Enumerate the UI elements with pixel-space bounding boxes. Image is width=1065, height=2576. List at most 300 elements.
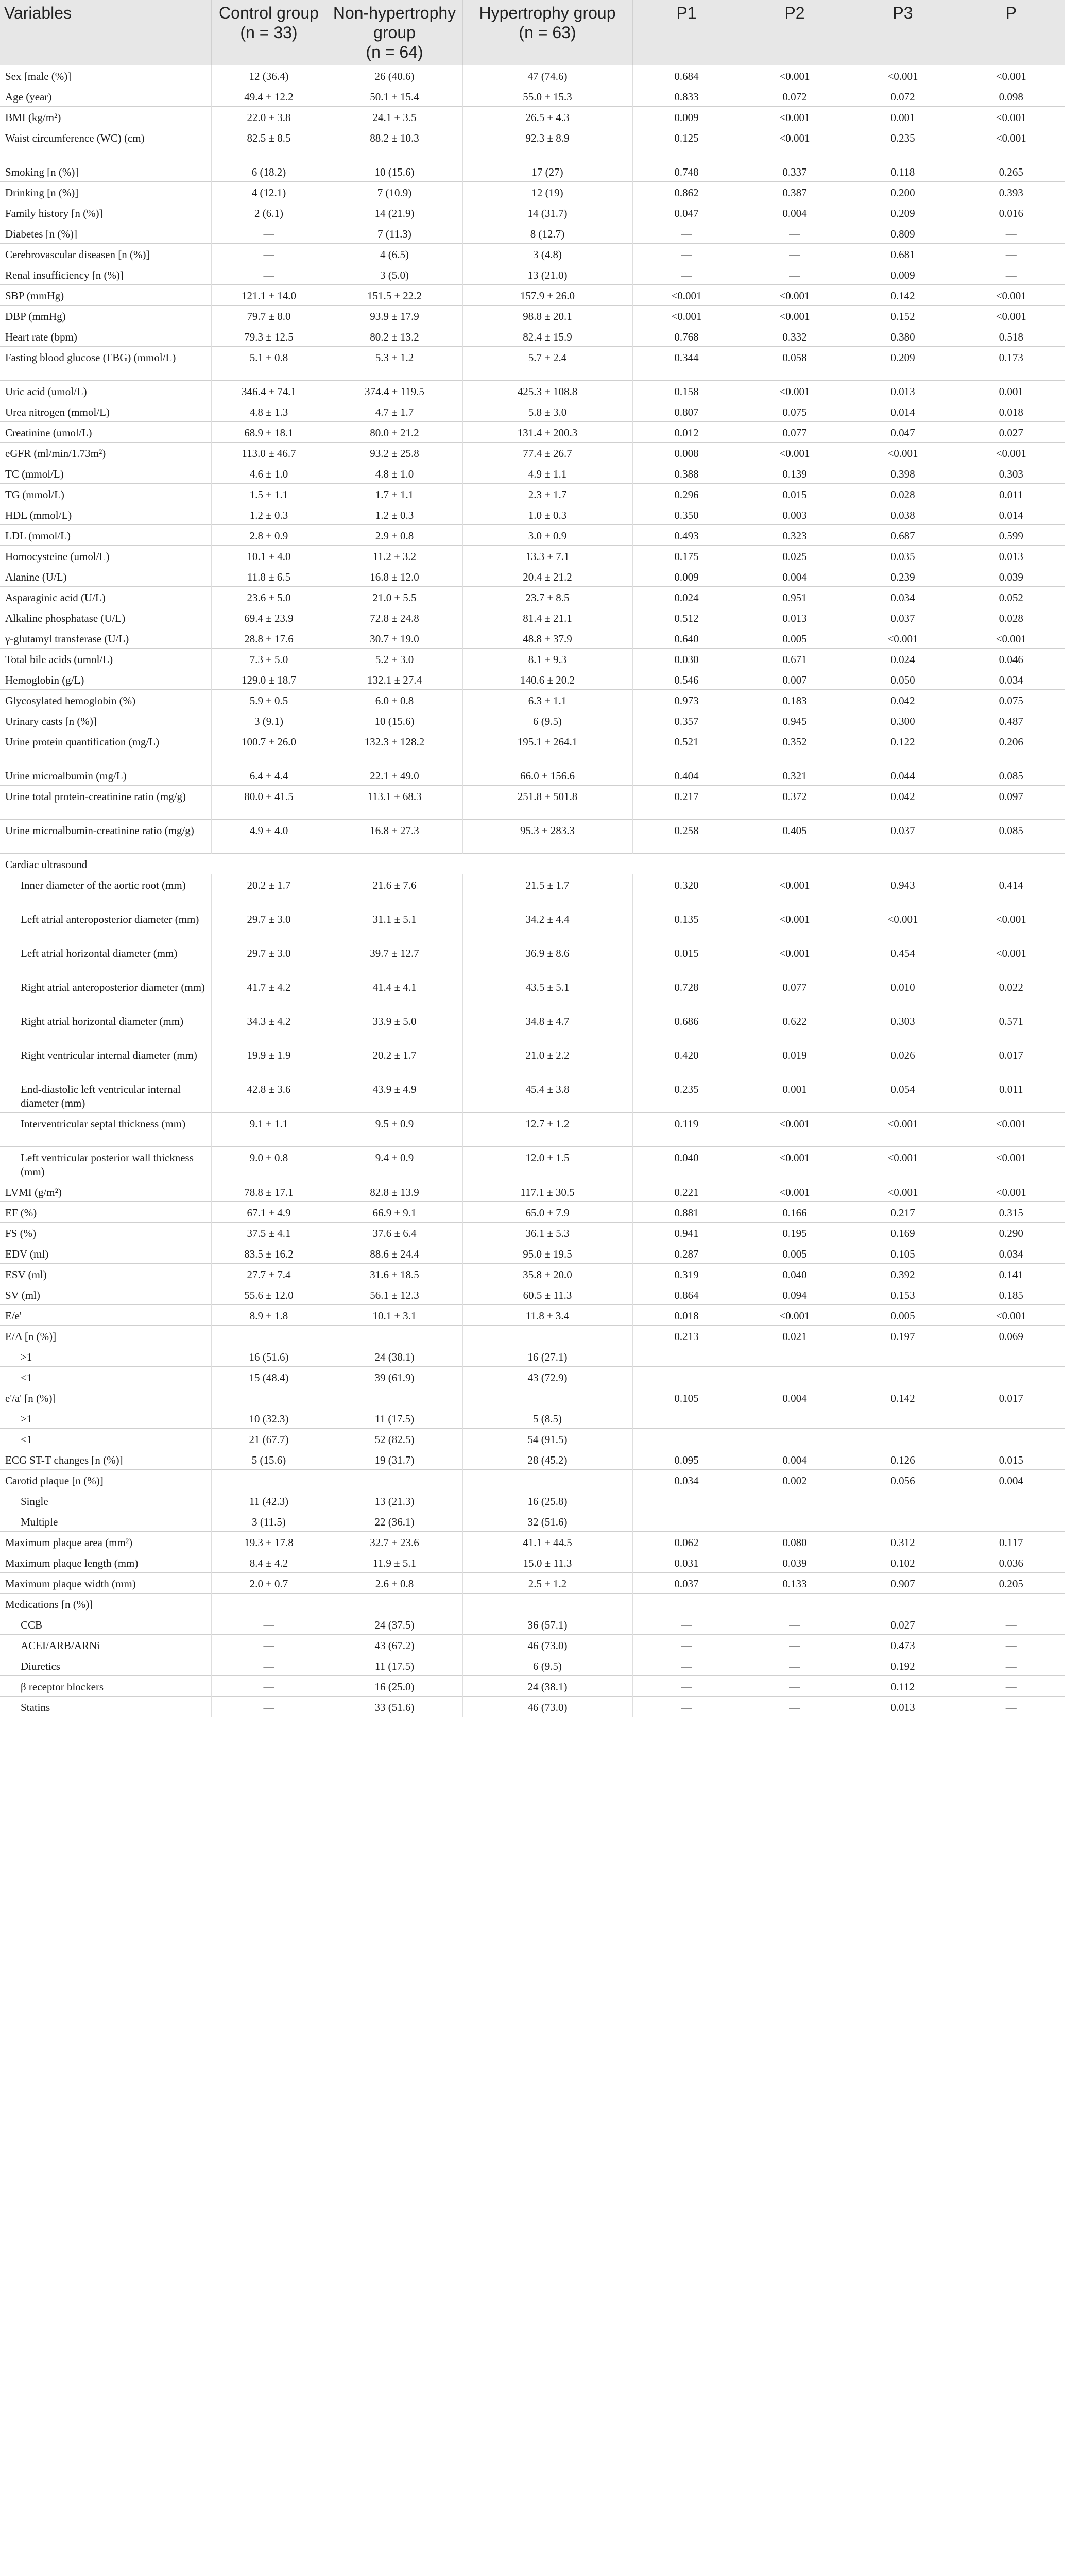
p-value: 0.205 [957, 1573, 1065, 1594]
control-value: 1.2 ± 0.3 [211, 504, 327, 525]
p1-value: 0.040 [632, 1147, 741, 1181]
p2-value: 0.021 [741, 1326, 849, 1346]
hypertrophy-value: 5.7 ± 2.4 [462, 347, 632, 381]
nonhypertrophy-value: 21.0 ± 5.5 [327, 587, 462, 607]
nonhypertrophy-value: 26 (40.6) [327, 65, 462, 86]
p2-value: 0.195 [741, 1223, 849, 1243]
control-value: — [211, 1614, 327, 1635]
p3-value: 0.907 [849, 1573, 957, 1594]
p2-value: 0.019 [741, 1044, 849, 1078]
table-row [0, 690, 1065, 710]
p3-value: 0.027 [849, 1614, 957, 1635]
p3-value [849, 1490, 957, 1511]
table-row [0, 443, 1065, 463]
p2-value: 0.004 [741, 202, 849, 223]
p-value: 0.303 [957, 463, 1065, 484]
p3-value: 0.050 [849, 669, 957, 690]
hypertrophy-value: 3.0 ± 0.9 [462, 525, 632, 546]
control-value: 11 (42.3) [211, 1490, 327, 1511]
p1-value: 0.213 [632, 1326, 741, 1346]
nonhypertrophy-value: 374.4 ± 119.5 [327, 381, 462, 401]
hypertrophy-value: 8.1 ± 9.3 [462, 649, 632, 669]
row-label: End-diastolic left ventricular internal diameter (mm) [0, 1078, 211, 1113]
control-value: 8.9 ± 1.8 [211, 1305, 327, 1326]
table-row [0, 1429, 1065, 1449]
table-row [0, 1346, 1065, 1367]
hypertrophy-value: 13 (21.0) [462, 264, 632, 285]
row-label: Urine protein quantification (mg/L) [0, 731, 211, 765]
nonhypertrophy-value: 2.9 ± 0.8 [327, 525, 462, 546]
p-value: <0.001 [957, 1113, 1065, 1147]
hypertrophy-value: 16 (27.1) [462, 1346, 632, 1367]
p1-value: — [632, 223, 741, 244]
p-value: — [957, 1635, 1065, 1655]
p2-value: 0.077 [741, 422, 849, 443]
p1-value [632, 1490, 741, 1511]
hypertrophy-value: 157.9 ± 26.0 [462, 285, 632, 306]
p3-value: 0.013 [849, 1697, 957, 1717]
table-row [0, 463, 1065, 484]
table-row [0, 1326, 1065, 1346]
row-label: E/e' [0, 1305, 211, 1326]
row-label: TC (mmol/L) [0, 463, 211, 484]
control-value: 29.7 ± 3.0 [211, 942, 327, 976]
header-control-group-name: Control group [219, 4, 319, 22]
p1-value: 0.296 [632, 484, 741, 504]
p1-value: 0.728 [632, 976, 741, 1010]
hypertrophy-value: 8 (12.7) [462, 223, 632, 244]
p2-value: 0.671 [741, 649, 849, 669]
p2-value: — [741, 264, 849, 285]
nonhypertrophy-value: 93.2 ± 25.8 [327, 443, 462, 463]
p3-value: 0.169 [849, 1223, 957, 1243]
nonhypertrophy-value: 33.9 ± 5.0 [327, 1010, 462, 1044]
nonhypertrophy-value: 7 (11.3) [327, 223, 462, 244]
table-row [0, 1223, 1065, 1243]
p1-value: 0.684 [632, 65, 741, 86]
p1-value: 0.034 [632, 1470, 741, 1490]
p3-value: 0.687 [849, 525, 957, 546]
row-label: Cerebrovascular diseasen [n (%)] [0, 244, 211, 264]
p1-value: 0.320 [632, 874, 741, 908]
p3-value: 0.024 [849, 649, 957, 669]
control-value: — [211, 264, 327, 285]
p-value: 0.017 [957, 1387, 1065, 1408]
p1-value: — [632, 1655, 741, 1676]
p2-value: 0.077 [741, 976, 849, 1010]
p-value: <0.001 [957, 1147, 1065, 1181]
nonhypertrophy-value: 32.7 ± 23.6 [327, 1532, 462, 1552]
row-label: LDL (mmol/L) [0, 525, 211, 546]
p2-value: 0.072 [741, 86, 849, 107]
header-hypertrophy-group-name: Hypertrophy group [479, 4, 616, 22]
table-row [0, 1181, 1065, 1202]
p-value: 0.052 [957, 587, 1065, 607]
p1-value: 0.018 [632, 1305, 741, 1326]
table-row [0, 504, 1065, 525]
p2-value: 0.139 [741, 463, 849, 484]
control-value: 3 (9.1) [211, 710, 327, 731]
nonhypertrophy-value: 39 (61.9) [327, 1367, 462, 1387]
p-value: 0.016 [957, 202, 1065, 223]
p1-value: 0.047 [632, 202, 741, 223]
control-value: 121.1 ± 14.0 [211, 285, 327, 306]
p2-value: <0.001 [741, 127, 849, 161]
hypertrophy-value: 92.3 ± 8.9 [462, 127, 632, 161]
p2-value: — [741, 223, 849, 244]
control-value: 113.0 ± 46.7 [211, 443, 327, 463]
hypertrophy-value: 35.8 ± 20.0 [462, 1264, 632, 1284]
p1-value: 0.748 [632, 161, 741, 182]
nonhypertrophy-value: 20.2 ± 1.7 [327, 1044, 462, 1078]
p2-value [741, 1367, 849, 1387]
row-label: Diabetes [n (%)] [0, 223, 211, 244]
p2-value: <0.001 [741, 1305, 849, 1326]
p-value: 0.013 [957, 546, 1065, 566]
p2-value: <0.001 [741, 443, 849, 463]
p-value: <0.001 [957, 127, 1065, 161]
hypertrophy-value: 12 (19) [462, 182, 632, 202]
p-value: 0.085 [957, 820, 1065, 854]
hypertrophy-value: 6.3 ± 1.1 [462, 690, 632, 710]
p-value: 0.046 [957, 649, 1065, 669]
control-value: 55.6 ± 12.0 [211, 1284, 327, 1305]
p3-value: 0.026 [849, 1044, 957, 1078]
row-label: Medications [n (%)] [0, 1594, 211, 1614]
control-value: — [211, 1676, 327, 1697]
table-row [0, 244, 1065, 264]
p-value: — [957, 1614, 1065, 1635]
row-label: Maximum plaque length (mm) [0, 1552, 211, 1573]
row-label: Family history [n (%)] [0, 202, 211, 223]
control-value [211, 1326, 327, 1346]
p-value: 0.206 [957, 731, 1065, 765]
nonhypertrophy-value: 4 (6.5) [327, 244, 462, 264]
row-label: Waist circumference (WC) (cm) [0, 127, 211, 161]
control-value: 9.1 ± 1.1 [211, 1113, 327, 1147]
p2-value: 0.025 [741, 546, 849, 566]
p-value: 0.001 [957, 381, 1065, 401]
p2-value: 0.337 [741, 161, 849, 182]
p2-value: — [741, 1614, 849, 1635]
p-value: 0.017 [957, 1044, 1065, 1078]
p-value: <0.001 [957, 1305, 1065, 1326]
p-value: 0.034 [957, 1243, 1065, 1264]
control-value: 5.9 ± 0.5 [211, 690, 327, 710]
nonhypertrophy-value: 66.9 ± 9.1 [327, 1202, 462, 1223]
nonhypertrophy-value: 39.7 ± 12.7 [327, 942, 462, 976]
hypertrophy-value: 95.3 ± 283.3 [462, 820, 632, 854]
row-label: Heart rate (bpm) [0, 326, 211, 347]
control-value: 19.9 ± 1.9 [211, 1044, 327, 1078]
nonhypertrophy-value: 82.8 ± 13.9 [327, 1181, 462, 1202]
p3-value: 0.044 [849, 765, 957, 786]
table-row [0, 908, 1065, 942]
control-value: 6.4 ± 4.4 [211, 765, 327, 786]
p3-value: <0.001 [849, 1147, 957, 1181]
p3-value: 0.809 [849, 223, 957, 244]
hypertrophy-value: 60.5 ± 11.3 [462, 1284, 632, 1305]
row-label: Total bile acids (umol/L) [0, 649, 211, 669]
row-label: Left atrial horizontal diameter (mm) [0, 942, 211, 976]
p3-value: 0.042 [849, 786, 957, 820]
row-label: Urine total protein-creatinine ratio (mg/g) [0, 786, 211, 820]
control-value: 346.4 ± 74.1 [211, 381, 327, 401]
p2-value [741, 1594, 849, 1614]
table-row [0, 669, 1065, 690]
p3-value: 0.392 [849, 1264, 957, 1284]
p2-value: 0.001 [741, 1078, 849, 1113]
row-label: eGFR (ml/min/1.73m²) [0, 443, 211, 463]
hypertrophy-value: 34.8 ± 4.7 [462, 1010, 632, 1044]
row-label: <1 [0, 1429, 211, 1449]
table-row [0, 765, 1065, 786]
row-label: Urine microalbumin-creatinine ratio (mg/g) [0, 820, 211, 854]
row-label: TG (mmol/L) [0, 484, 211, 504]
p-value: <0.001 [957, 107, 1065, 127]
p2-value: 0.945 [741, 710, 849, 731]
table-row [0, 1470, 1065, 1490]
p-value: 0.487 [957, 710, 1065, 731]
p2-value: 0.004 [741, 1387, 849, 1408]
control-value: 8.4 ± 4.2 [211, 1552, 327, 1573]
p3-value: 0.042 [849, 690, 957, 710]
p3-value: 0.037 [849, 607, 957, 628]
p1-value: 0.125 [632, 127, 741, 161]
control-value: 4.8 ± 1.3 [211, 401, 327, 422]
p3-value: 0.038 [849, 504, 957, 525]
p-value [957, 1367, 1065, 1387]
hypertrophy-value: 15.0 ± 11.3 [462, 1552, 632, 1573]
p3-value: 0.303 [849, 1010, 957, 1044]
table-row [0, 381, 1065, 401]
p-value: 0.414 [957, 874, 1065, 908]
p-value: 0.028 [957, 607, 1065, 628]
control-value: 41.7 ± 4.2 [211, 976, 327, 1010]
control-value: 3 (11.5) [211, 1511, 327, 1532]
p-value: 0.141 [957, 1264, 1065, 1284]
row-label: ECG ST-T changes [n (%)] [0, 1449, 211, 1470]
control-value: — [211, 1655, 327, 1676]
hypertrophy-value: 5.8 ± 3.0 [462, 401, 632, 422]
nonhypertrophy-value: 1.2 ± 0.3 [327, 504, 462, 525]
control-value: 4 (12.1) [211, 182, 327, 202]
p1-value: — [632, 1635, 741, 1655]
header-hypertrophy-group-n: (n = 63) [519, 23, 576, 42]
control-value: 4.6 ± 1.0 [211, 463, 327, 484]
p2-value: <0.001 [741, 285, 849, 306]
p3-value [849, 1429, 957, 1449]
p1-value: 0.008 [632, 443, 741, 463]
p3-value: 0.037 [849, 820, 957, 854]
table-row [0, 127, 1065, 161]
p2-value: 0.002 [741, 1470, 849, 1490]
row-label: Renal insufficiency [n (%)] [0, 264, 211, 285]
row-label: Single [0, 1490, 211, 1511]
p1-value: 0.388 [632, 463, 741, 484]
p3-value: 0.192 [849, 1655, 957, 1676]
hypertrophy-value: 45.4 ± 3.8 [462, 1078, 632, 1113]
p3-value: 0.217 [849, 1202, 957, 1223]
p1-value: 0.095 [632, 1449, 741, 1470]
row-label: Alanine (U/L) [0, 566, 211, 587]
control-value: 11.8 ± 6.5 [211, 566, 327, 587]
p-value: 0.571 [957, 1010, 1065, 1044]
p2-value: 0.622 [741, 1010, 849, 1044]
p2-value: 0.387 [741, 182, 849, 202]
nonhypertrophy-value: 10.1 ± 3.1 [327, 1305, 462, 1326]
header-hypertrophy-group [462, 0, 632, 65]
p-value: 0.004 [957, 1470, 1065, 1490]
p3-value: 0.054 [849, 1078, 957, 1113]
p1-value: <0.001 [632, 306, 741, 326]
nonhypertrophy-value: 13 (21.3) [327, 1490, 462, 1511]
control-value: 29.7 ± 3.0 [211, 908, 327, 942]
table-row [0, 1594, 1065, 1614]
control-value: 22.0 ± 3.8 [211, 107, 327, 127]
p1-value: 0.319 [632, 1264, 741, 1284]
control-value: 20.2 ± 1.7 [211, 874, 327, 908]
p-value: 0.290 [957, 1223, 1065, 1243]
header-nonhypertrophy-group-name: Non-hypertrophy group [333, 4, 456, 42]
row-label: Inner diameter of the aortic root (mm) [0, 874, 211, 908]
p1-value [632, 1429, 741, 1449]
nonhypertrophy-value: 52 (82.5) [327, 1429, 462, 1449]
section-label: Cardiac ultrasound [0, 854, 1065, 874]
table-row [0, 347, 1065, 381]
row-label: ESV (ml) [0, 1264, 211, 1284]
nonhypertrophy-value: 24.1 ± 3.5 [327, 107, 462, 127]
hypertrophy-value: 3 (4.8) [462, 244, 632, 264]
p3-value: 0.142 [849, 1387, 957, 1408]
p2-value: 0.075 [741, 401, 849, 422]
table-row [0, 422, 1065, 443]
table-row [0, 1243, 1065, 1264]
table-header-row [0, 0, 1065, 65]
row-label: ACEI/ARB/ARNi [0, 1635, 211, 1655]
p2-value: 0.166 [741, 1202, 849, 1223]
row-label: Interventricular septal thickness (mm) [0, 1113, 211, 1147]
nonhypertrophy-value: 24 (37.5) [327, 1614, 462, 1635]
row-label: Fasting blood glucose (FBG) (mmol/L) [0, 347, 211, 381]
p2-value: <0.001 [741, 874, 849, 908]
table-row [0, 566, 1065, 587]
p3-value: 0.454 [849, 942, 957, 976]
p2-value: 0.133 [741, 1573, 849, 1594]
control-value: 129.0 ± 18.7 [211, 669, 327, 690]
p3-value: 0.005 [849, 1305, 957, 1326]
hypertrophy-value: 12.0 ± 1.5 [462, 1147, 632, 1181]
control-value: 68.9 ± 18.1 [211, 422, 327, 443]
p3-value: 0.112 [849, 1676, 957, 1697]
table-row [0, 86, 1065, 107]
p-value: 0.011 [957, 484, 1065, 504]
nonhypertrophy-value: 56.1 ± 12.3 [327, 1284, 462, 1305]
nonhypertrophy-value: 3 (5.0) [327, 264, 462, 285]
row-label: Sex [male (%)] [0, 65, 211, 86]
p1-value: 0.404 [632, 765, 741, 786]
p-value: <0.001 [957, 628, 1065, 649]
p3-value [849, 1594, 957, 1614]
p2-value: 0.405 [741, 820, 849, 854]
row-label: DBP (mmHg) [0, 306, 211, 326]
p1-value [632, 1367, 741, 1387]
hypertrophy-value: 26.5 ± 4.3 [462, 107, 632, 127]
hypertrophy-value: 425.3 ± 108.8 [462, 381, 632, 401]
table-row [0, 1490, 1065, 1511]
nonhypertrophy-value: 37.6 ± 6.4 [327, 1223, 462, 1243]
row-label: Right atrial anteroposterior diameter (mm) [0, 976, 211, 1010]
row-label: γ-glutamyl transferase (U/L) [0, 628, 211, 649]
p1-value: 0.420 [632, 1044, 741, 1078]
header-nonhypertrophy-group [327, 0, 462, 65]
p2-value [741, 1490, 849, 1511]
p1-value: 0.037 [632, 1573, 741, 1594]
table-row [0, 1511, 1065, 1532]
p2-value: 0.040 [741, 1264, 849, 1284]
control-value: 2 (6.1) [211, 202, 327, 223]
nonhypertrophy-value: 31.1 ± 5.1 [327, 908, 462, 942]
p3-value: <0.001 [849, 908, 957, 942]
p3-value: 0.009 [849, 264, 957, 285]
p3-value: 0.142 [849, 285, 957, 306]
p1-value: 0.973 [632, 690, 741, 710]
p-value: 0.085 [957, 765, 1065, 786]
control-value: — [211, 1697, 327, 1717]
p-value: 0.117 [957, 1532, 1065, 1552]
p-value [957, 1408, 1065, 1429]
hypertrophy-value: 2.3 ± 1.7 [462, 484, 632, 504]
p-value [957, 1594, 1065, 1614]
p3-value: 0.035 [849, 546, 957, 566]
p-value: 0.185 [957, 1284, 1065, 1305]
p3-value: 0.473 [849, 1635, 957, 1655]
nonhypertrophy-value: 30.7 ± 19.0 [327, 628, 462, 649]
table-row [0, 484, 1065, 504]
p-value: 0.518 [957, 326, 1065, 347]
hypertrophy-value: 23.7 ± 8.5 [462, 587, 632, 607]
control-value: 10 (32.3) [211, 1408, 327, 1429]
table-row [0, 223, 1065, 244]
table-row [0, 107, 1065, 127]
p3-value: 0.209 [849, 202, 957, 223]
p-value: 0.015 [957, 1449, 1065, 1470]
row-label: Left ventricular posterior wall thickness (mm) [0, 1147, 211, 1181]
p-value: 0.098 [957, 86, 1065, 107]
row-label: Multiple [0, 1511, 211, 1532]
header-p2: P2 [741, 0, 849, 65]
row-label: Homocysteine (umol/L) [0, 546, 211, 566]
row-label: FS (%) [0, 1223, 211, 1243]
p2-value: — [741, 1655, 849, 1676]
nonhypertrophy-value: 22.1 ± 49.0 [327, 765, 462, 786]
p2-value: 0.005 [741, 1243, 849, 1264]
p1-value: 0.135 [632, 908, 741, 942]
p3-value [849, 1346, 957, 1367]
p-value: 0.036 [957, 1552, 1065, 1573]
nonhypertrophy-value: 132.3 ± 128.2 [327, 731, 462, 765]
p3-value: 0.152 [849, 306, 957, 326]
control-value: 78.8 ± 17.1 [211, 1181, 327, 1202]
row-label: BMI (kg/m²) [0, 107, 211, 127]
hypertrophy-value: 43 (72.9) [462, 1367, 632, 1387]
p1-value [632, 1408, 741, 1429]
row-label: LVMI (g/m²) [0, 1181, 211, 1202]
nonhypertrophy-value: 7 (10.9) [327, 182, 462, 202]
p-value: <0.001 [957, 908, 1065, 942]
p2-value: <0.001 [741, 306, 849, 326]
p1-value: 0.287 [632, 1243, 741, 1264]
